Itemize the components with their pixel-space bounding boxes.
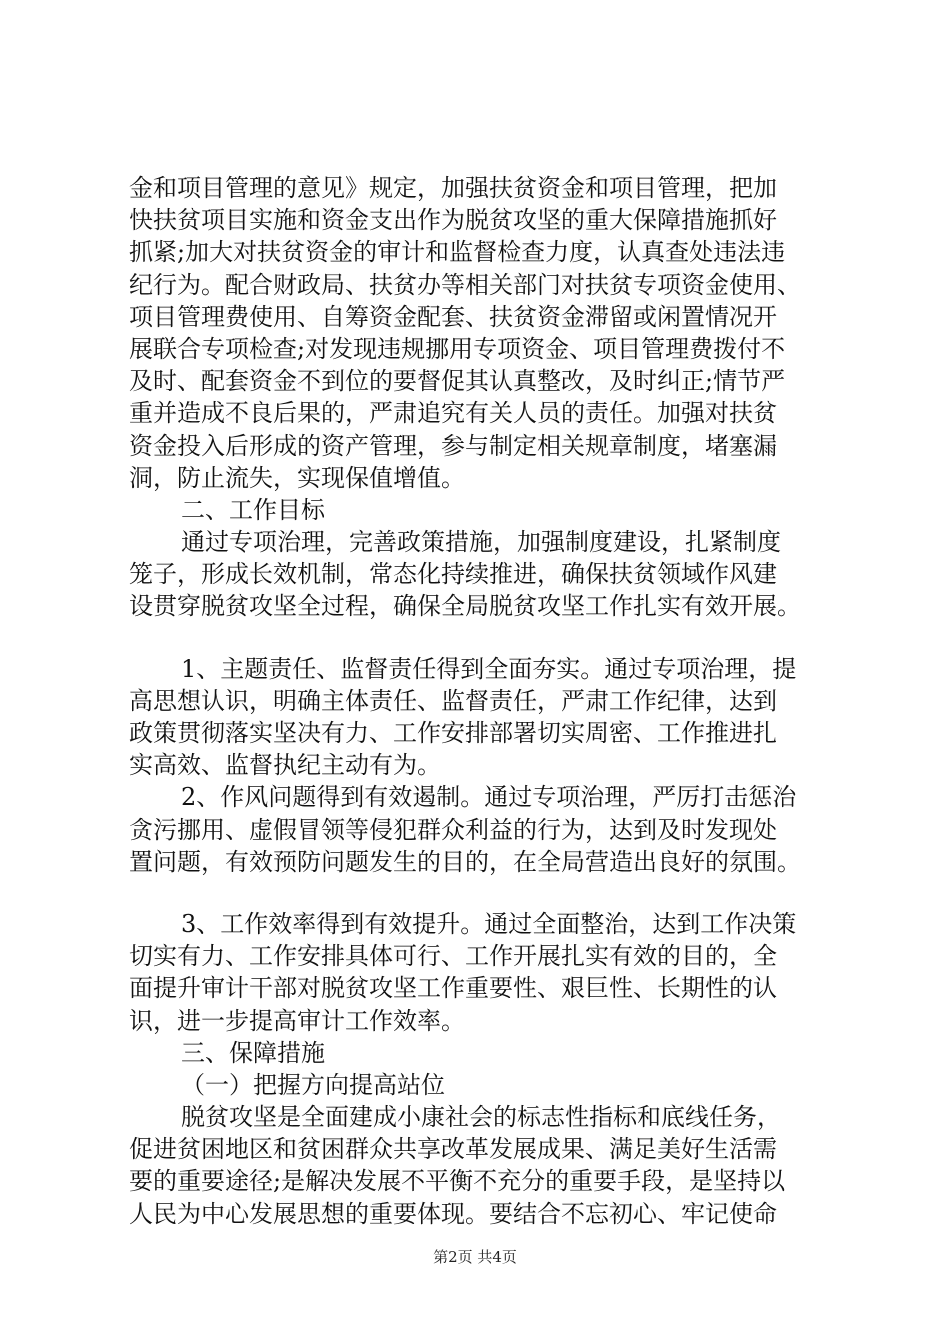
text-line: 识，进一步提高审计工作效率。 xyxy=(129,1006,465,1035)
text-line: 面提升审计干部对脱贫攻坚工作重要性、艰巨性、长期性的认 xyxy=(129,974,777,1003)
text-line: 要的重要途径;是解决发展不平衡不充分的重要手段，是坚持以 xyxy=(129,1167,786,1196)
subsection-heading: （一）把握方向提高站位 xyxy=(181,1070,445,1099)
text-line: 通过专项治理，完善政策措施，加强制度建设，扎紧制度 xyxy=(181,528,781,557)
text-line: 人民为中心发展思想的重要体现。要结合不忘初心、牢记使命 xyxy=(129,1199,777,1228)
text-line: 洞，防止流失，实现保值增值。 xyxy=(129,463,465,492)
text-line: 置问题，有效预防问题发生的目的，在全局营造出良好的氛围。 xyxy=(129,847,801,876)
paragraph-gap xyxy=(129,878,829,908)
text-line: 脱贫攻坚是全面建成小康社会的标志性指标和底线任务， xyxy=(181,1103,781,1132)
text-line: 切实有力、工作安排具体可行、工作开展扎实有效的目的，全 xyxy=(129,942,777,971)
text-line: 笼子，形成长效机制，常态化持续推进，确保扶贫领域作风建 xyxy=(129,560,777,589)
section-heading: 三、保障措施 xyxy=(181,1038,325,1067)
text-line: 1、主题责任、监督责任得到全面夯实。通过专项治理，提 xyxy=(181,654,797,683)
text-line: 项目管理费使用、自筹资金配套、扶贫资金滞留或闲置情况开 xyxy=(129,302,777,331)
text-line: 金和项目管理的意见》规定，加强扶贫资金和项目管理，把加 xyxy=(129,174,777,202)
text-line: 3、工作效率得到有效提升。通过全面整治，达到工作决策 xyxy=(181,909,797,938)
text-line: 重并造成不良后果的，严肃追究有关人员的责任。加强对扶贫 xyxy=(129,399,777,428)
text-line: 政策贯彻落实坚决有力、工作安排部署切实周密、工作推进扎 xyxy=(129,719,777,747)
text-line: 纪行为。配合财政局、扶贫办等相关部门对扶贫专项资金使用、 xyxy=(129,270,801,299)
text-line: 2、作风问题得到有效遏制。通过专项治理，严厉打击惩治 xyxy=(181,783,797,812)
text-line: 高思想认识，明确主体责任、监督责任，严肃工作纪律，达到 xyxy=(129,686,777,715)
text-line: 抓紧;加大对扶贫资金的审计和监督检查力度，认真查处违法违 xyxy=(129,238,786,267)
text-line: 设贯穿脱贫攻坚全过程，确保全局脱贫攻坚工作扎实有效开展。 xyxy=(129,592,801,621)
section-heading: 二、工作目标 xyxy=(181,495,325,524)
text-line: 资金投入后形成的资产管理，参与制定相关规章制度，堵塞漏 xyxy=(129,431,777,460)
document-body xyxy=(129,172,829,1230)
page-number-footer: 第2页 共4页 xyxy=(433,1248,517,1266)
paragraph-gap xyxy=(129,623,829,653)
text-line: 及时、配套资金不到位的要督促其认真整改，及时纠正;情节严 xyxy=(129,367,786,396)
text-line: 贪污挪用、虚假冒领等侵犯群众利益的行为，达到及时发现处 xyxy=(129,815,777,844)
text-line: 快扶贫项目实施和资金支出作为脱贫攻坚的重大保障措施抓好 xyxy=(129,206,777,235)
text-line: 实高效、监督执纪主动有为。 xyxy=(129,751,441,780)
text-line: 促进贫困地区和贫困群众共享改革发展成果、满足美好生活需 xyxy=(129,1135,777,1164)
text-line: 展联合专项检查;对发现违规挪用专项资金、项目管理费拨付不 xyxy=(129,334,786,363)
